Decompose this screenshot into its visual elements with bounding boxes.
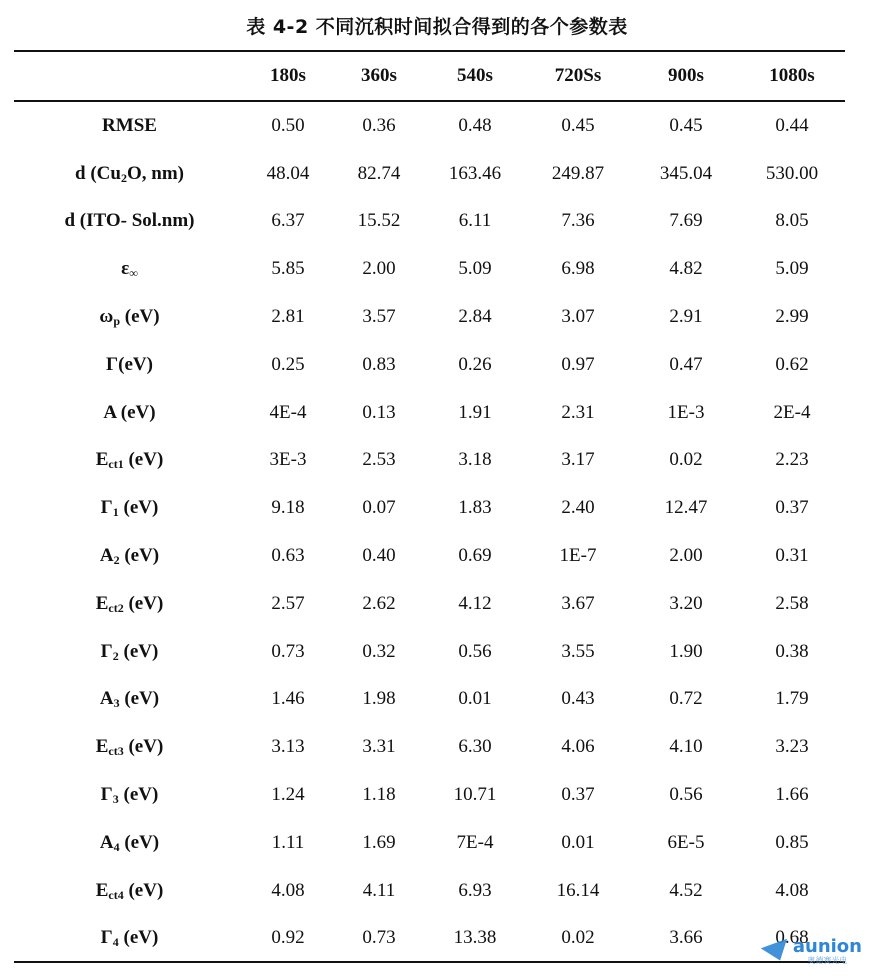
row-label-text: d (ITO- Sol.nm) [64, 210, 195, 232]
watermark-brand: aunion [792, 936, 862, 957]
table-cell: 1.79 [775, 688, 809, 710]
watermark-logo [763, 938, 862, 965]
row-label-subscript: 1 [112, 505, 119, 520]
table-row [14, 198, 845, 246]
row-label [14, 115, 245, 137]
table-cell: 0.63 [271, 545, 305, 567]
row-label [14, 402, 245, 424]
table-cell: 3.31 [362, 736, 396, 758]
table-row [14, 867, 845, 915]
table-cell: 0.02 [561, 927, 595, 949]
table-cell: 163.46 [448, 162, 502, 184]
row-label-suffix: O, nm) [126, 162, 184, 184]
row-label-text: Γ(eV) [106, 353, 153, 375]
column-header-720s: 720Ss [554, 65, 602, 86]
table-cell: 530.00 [765, 162, 819, 184]
row-label-suffix: (eV) [118, 497, 159, 519]
table-cell: 1E-7 [559, 545, 597, 567]
table-cell: 4.10 [669, 736, 703, 758]
table-cell: 82.74 [357, 162, 401, 184]
table-cell: 9.18 [271, 497, 305, 519]
table-cell: 0.47 [669, 353, 703, 375]
table-row [14, 293, 845, 341]
table-header-row [14, 52, 845, 100]
table-cell: 13.38 [453, 927, 497, 949]
table-cell: 0.69 [458, 545, 492, 567]
row-label-text: ω [99, 306, 114, 328]
row-label-suffix: (eV) [119, 831, 160, 853]
table-cell: 4.08 [775, 879, 809, 901]
table-cell: 0.62 [775, 353, 809, 375]
row-label [14, 593, 245, 615]
row-label [14, 354, 245, 376]
row-label-subscript: 3 [113, 696, 120, 711]
column-header-540s: 540s [457, 65, 493, 86]
table-cell: 2.53 [362, 449, 396, 471]
table-cell: 3.67 [561, 592, 595, 614]
table-cell: 0.40 [362, 545, 396, 567]
row-label-subscript: p [113, 314, 120, 329]
table-cell: 0.37 [561, 784, 595, 806]
table-cell: 3.57 [362, 306, 396, 328]
row-label [14, 784, 245, 806]
row-label [14, 832, 245, 854]
table-cell: 0.31 [775, 545, 809, 567]
row-label-text: ε [121, 258, 130, 280]
table-row [14, 628, 845, 676]
table-row [14, 245, 845, 293]
table-cell: 4.12 [458, 592, 492, 614]
table-cell: 2.62 [362, 592, 396, 614]
table-cell: 4.82 [669, 258, 703, 280]
row-label-text: E [95, 879, 109, 901]
table-cell: 0.56 [669, 784, 703, 806]
table-row [14, 389, 845, 437]
table-cell: 2.81 [271, 306, 305, 328]
table-cell: 0.07 [362, 497, 396, 519]
column-header-900s: 900s [668, 65, 704, 86]
row-label-suffix: (eV) [123, 449, 164, 471]
table-row [14, 771, 845, 819]
table-cell: 2.58 [775, 592, 809, 614]
row-label [14, 688, 245, 710]
column-header-360s: 360s [361, 65, 397, 86]
table-cell: 0.26 [458, 353, 492, 375]
table-cell: 3.20 [669, 592, 703, 614]
row-label-suffix: (eV) [118, 784, 159, 806]
table-cell: 3.18 [458, 449, 492, 471]
column-header-1080s: 1080s [769, 65, 815, 86]
table-cell: 0.56 [458, 640, 492, 662]
table-cell: 5.09 [775, 258, 809, 280]
row-label-suffix: (eV) [120, 306, 160, 328]
table-cell: 7E-4 [456, 831, 494, 853]
table-cell: 4E-4 [269, 401, 307, 423]
row-label [14, 736, 245, 758]
table-cell: 0.73 [362, 927, 396, 949]
table-cell: 6.37 [271, 210, 305, 232]
row-label-text: A [99, 545, 114, 567]
bottom-rule [14, 961, 845, 963]
row-label [14, 641, 245, 663]
row-label-subscript: ct2 [108, 600, 124, 615]
watermark-tagline: 奥德赛光电 [807, 956, 848, 965]
row-label [14, 258, 245, 280]
table-cell: 2.31 [561, 401, 595, 423]
row-label-text: E [95, 592, 109, 614]
row-label-text: RMSE [102, 114, 157, 136]
table-cell: 3.23 [775, 736, 809, 758]
row-label-subscript: 2 [120, 170, 127, 185]
table-cell: 7.69 [669, 210, 703, 232]
row-label-text: E [95, 449, 109, 471]
table-row [14, 102, 845, 150]
row-label-subscript: 2 [112, 648, 119, 663]
table-cell: 1.83 [458, 497, 492, 519]
row-label [14, 449, 245, 471]
row-label-text: E [95, 736, 109, 758]
table-cell: 1.90 [669, 640, 703, 662]
table-cell: 2.57 [271, 592, 305, 614]
table-cell: 15.52 [357, 210, 401, 232]
table-cell: 3.55 [561, 640, 595, 662]
row-label-text: A (eV) [103, 401, 156, 423]
row-label-text: A [99, 831, 114, 853]
table-cell: 2.23 [775, 449, 809, 471]
table-row [14, 484, 845, 532]
table-cell: 5.09 [458, 258, 492, 280]
row-label [14, 545, 245, 567]
row-label-subscript: ct1 [108, 457, 124, 472]
table-cell: 0.36 [362, 114, 396, 136]
table-cell: 0.43 [561, 688, 595, 710]
table-cell: 345.04 [659, 162, 713, 184]
table-cell: 1.24 [271, 784, 305, 806]
table-cell: 0.85 [775, 831, 809, 853]
table-cell: 3.66 [669, 927, 703, 949]
table-cell: 0.44 [775, 114, 809, 136]
table-cell: 0.32 [362, 640, 396, 662]
table-cell: 1.69 [362, 831, 396, 853]
table-cell: 6.11 [458, 210, 492, 232]
table-cell: 16.14 [556, 879, 600, 901]
table-cell: 12.47 [664, 497, 708, 519]
table-row [14, 150, 845, 198]
table-row [14, 341, 845, 389]
table-cell: 48.04 [266, 162, 310, 184]
row-label-subscript: ct3 [108, 744, 124, 759]
table-cell: 0.01 [458, 688, 492, 710]
table-cell: 1.18 [362, 784, 396, 806]
table-row [14, 723, 845, 771]
table-cell: 0.13 [362, 401, 396, 423]
table-row [14, 915, 845, 963]
table-cell: 0.45 [561, 114, 595, 136]
row-label [14, 163, 245, 185]
table-cell: 0.01 [561, 831, 595, 853]
table-cell: 2.91 [669, 306, 703, 328]
table-cell: 8.05 [775, 210, 809, 232]
table-cell: 0.48 [458, 114, 492, 136]
table-cell: 2.00 [362, 258, 396, 280]
row-label-subscript: 4 [112, 935, 119, 950]
table-cell: 6E-5 [667, 831, 705, 853]
table-cell: 10.71 [453, 784, 497, 806]
table-cell: 1.98 [362, 688, 396, 710]
table-cell: 0.02 [669, 449, 703, 471]
table-cell: 1E-3 [667, 401, 705, 423]
table-cell: 6.30 [458, 736, 492, 758]
table-cell: 5.85 [271, 258, 305, 280]
row-label-text: A [99, 688, 114, 710]
row-label-suffix: (eV) [123, 879, 164, 901]
table-caption: 表 4-2 不同沉积时间拟合得到的各个参数表 [246, 16, 628, 38]
row-label-subscript: 4 [113, 839, 120, 854]
table-cell: 2.40 [561, 497, 595, 519]
row-label-text: d (Cu [75, 162, 121, 184]
row-label-subscript: ct4 [108, 887, 124, 902]
row-label-suffix: (eV) [119, 545, 160, 567]
row-label-suffix: (eV) [118, 927, 159, 949]
table-cell: 1.66 [775, 784, 809, 806]
table-row [14, 676, 845, 724]
table-cell: 3E-3 [269, 449, 307, 471]
row-label-text: Γ [100, 784, 113, 806]
table-cell: 6.98 [561, 258, 595, 280]
table-cell: 4.52 [669, 879, 703, 901]
table-cell: 0.50 [271, 114, 305, 136]
table-cell: 0.68 [775, 927, 809, 949]
table-cell: 1.46 [271, 688, 305, 710]
row-label-suffix: (eV) [118, 640, 159, 662]
table-cell: 4.08 [271, 879, 305, 901]
table-cell: 0.83 [362, 353, 396, 375]
table-cell: 249.87 [551, 162, 605, 184]
logo-mark-icon [761, 938, 793, 964]
table-cell: 2.99 [775, 306, 809, 328]
row-label-subscript: 2 [113, 553, 120, 568]
table-cell: 7.36 [561, 210, 595, 232]
table-row [14, 819, 845, 867]
table-cell: 3.07 [561, 306, 595, 328]
table-cell: 4.06 [561, 736, 595, 758]
table-row [14, 580, 845, 628]
table-cell: 6.93 [458, 879, 492, 901]
row-label-subscript: 3 [112, 792, 119, 807]
table-cell: 0.73 [271, 640, 305, 662]
table-cell: 2.00 [669, 545, 703, 567]
table-cell: 1.11 [271, 831, 305, 853]
table-cell: 1.91 [458, 401, 492, 423]
table-cell: 0.38 [775, 640, 809, 662]
table-cell: 2.84 [458, 306, 492, 328]
row-label [14, 210, 245, 232]
table-cell: 0.45 [669, 114, 703, 136]
table-cell: 0.25 [271, 353, 305, 375]
table-cell: 0.92 [271, 927, 305, 949]
row-label-text: Γ [100, 640, 113, 662]
row-label [14, 306, 245, 328]
table-cell: 4.11 [362, 879, 396, 901]
table-cell: 0.97 [561, 353, 595, 375]
row-label-suffix: (eV) [119, 688, 160, 710]
row-label-text: Γ [100, 497, 113, 519]
table-row [14, 437, 845, 485]
row-label [14, 927, 245, 949]
row-label-text: Γ [100, 927, 113, 949]
row-label [14, 880, 245, 902]
row-label-suffix: (eV) [123, 592, 164, 614]
row-label-suffix: (eV) [123, 736, 164, 758]
table-row [14, 532, 845, 580]
table-cell: 3.17 [561, 449, 595, 471]
table-cell: 2E-4 [773, 401, 811, 423]
table-cell: 0.37 [775, 497, 809, 519]
row-label [14, 497, 245, 519]
column-header-180s: 180s [270, 65, 306, 86]
table-cell: 3.13 [271, 736, 305, 758]
row-label-subscript: ∞ [129, 266, 138, 281]
table-cell: 0.72 [669, 688, 703, 710]
